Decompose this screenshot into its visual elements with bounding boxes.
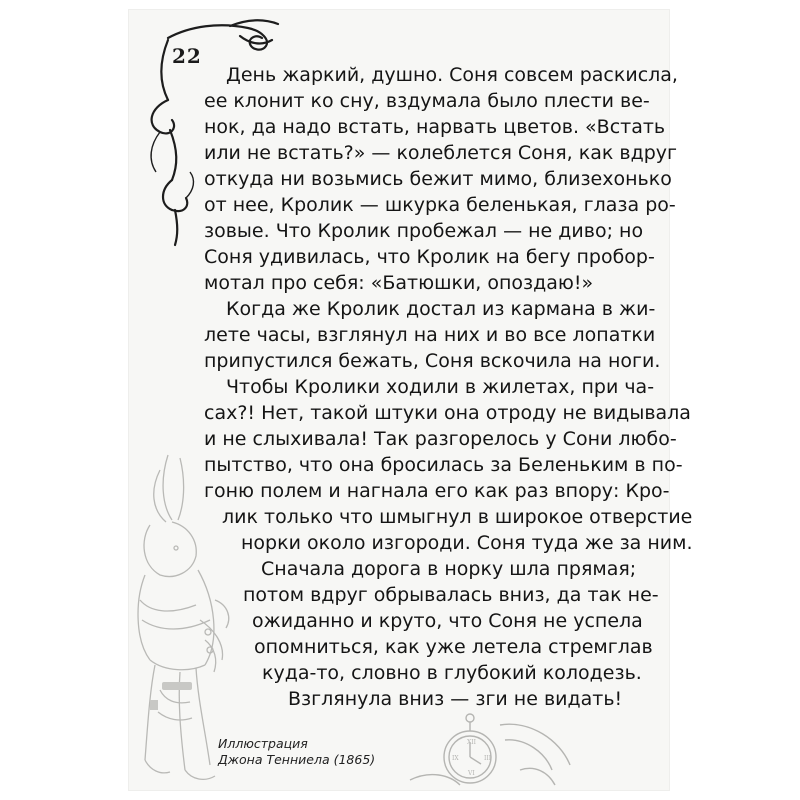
text-line: Когда же Кролик достал из кармана в жи-	[226, 298, 656, 320]
text-line: Чтобы Кролики ходили в жилетах, при ча-	[226, 376, 655, 398]
caption-line-2: Джона Тенниела (1865)	[218, 752, 376, 767]
text-line: Взглянула вниз — зги не видать!	[288, 688, 623, 710]
text-line: зовые. Что Кролик пробежал — не диво; но	[204, 220, 644, 242]
text-line: пытство, что она бросилась за Беленьким в по-	[204, 454, 683, 476]
caption-line-1: Иллюстрация	[218, 736, 308, 751]
svg-text:III: III	[484, 755, 492, 762]
text-line: нок, да надо встать, нарвать цветов. «Встать	[204, 116, 666, 138]
text-line: лик только что шмыгнул в широкое отверстие	[222, 506, 693, 528]
text-line: сах?! Нет, такой штуки она отроду не видывала	[204, 402, 691, 424]
text-line: Соня удивилась, что Кролик на бегу пробор-	[204, 246, 655, 268]
text-line: припустился бежать, Соня вскочила на ноги.	[204, 350, 661, 372]
page-number: 22	[172, 44, 202, 68]
text-line: или не встать?» — колеблется Соня, как вдруг	[204, 142, 677, 164]
text-line: норки около изгороди. Соня туда же за ним.	[241, 532, 693, 554]
text-line: Сначала дорога в норку шла прямая;	[261, 558, 637, 580]
text-line: потом вдруг обрывалась вниз, да так не-	[243, 584, 659, 606]
text-line: мотал про себя: «Батюшки, опоздаю!»	[204, 272, 594, 294]
text-line: куда-то, словно в глубокий колодезь.	[262, 662, 642, 684]
illustration-caption	[218, 736, 375, 768]
text-line: лете часы, взглянул на них и во все лопатки	[204, 324, 656, 346]
svg-text:XII: XII	[467, 739, 477, 746]
text-line: откуда ни возьмись бежит мимо, близехонько	[204, 168, 672, 190]
text-line: ожиданно и круто, что Соня не успела	[252, 610, 643, 632]
text-line: опомниться, как уже летела стремглав	[254, 636, 653, 658]
text-line: от нее, Кролик — шкурка беленькая, глаза ро-	[204, 194, 676, 216]
text-line: гоню полем и нагнала его как раз впору: Кро-	[204, 480, 670, 502]
text-line: День жаркий, душно. Соня совсем раскисла,	[226, 64, 678, 86]
svg-text:IX: IX	[452, 755, 459, 762]
text-line: и не слыхивала! Так разгорелось у Сони любо-	[204, 428, 677, 450]
svg-text:VI: VI	[468, 770, 475, 777]
text-line: ее клонит ко сну, вздумала было плести ве-	[204, 90, 650, 112]
